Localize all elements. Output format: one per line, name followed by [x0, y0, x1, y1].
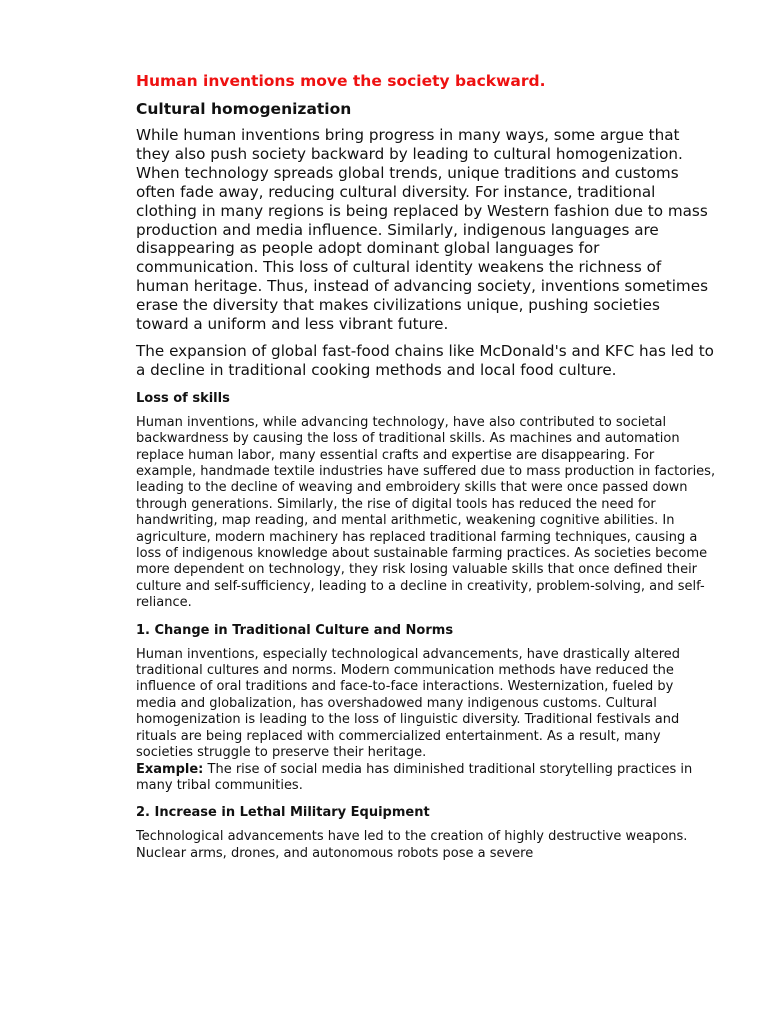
example-paragraph — [136, 762, 716, 795]
paragraph: Human inventions, while advancing technology, have also contributed to societal backwardness by causing the loss of traditional skills. As machines and automation replace human labor, many essential crafts and expertise are disappearing. For example, handmade textile industries have suffered due to mass production in factories, leading to the decline of weaving and embroidery skills that were once passed down through generations. Similarly, the rise of digital tools has reduced the need for handwriting, map reading, and mental arithmetic, weakening cognitive abilities. In agriculture, modern machinery has replaced traditional farming techniques, causing a loss of indigenous knowledge about sustainable farming practices. As societies become more dependent on technology, they risk losing valuable skills that once defined their culture and self-sufficiency, leading to a decline in creativity, problem-solving, and self-reliance. — [136, 414, 716, 611]
section-lethal-military-equipment — [136, 804, 716, 862]
section-heading: Loss of skills — [136, 390, 230, 406]
paragraph: Technological advancements have led to the creation of highly destructive weapons. Nuclear arms, drones, and autonomous robots pose a severe — [136, 829, 688, 861]
section-heading: 2. Increase in Lethal Military Equipment — [136, 805, 430, 821]
section-heading: 1. Change in Traditional Culture and Norms — [136, 622, 454, 638]
example-label: Example: — [136, 761, 204, 777]
example-text: The rise of social media has diminished traditional storytelling practices in many tribal communities. — [136, 761, 693, 793]
section-loss-of-skills — [136, 390, 716, 612]
paragraph: While human inventions bring progress in many ways, some argue that they also push society backward by leading to cultural homogenization. When technology spreads global trends, unique traditions and customs often fade away, reducing cultural diversity. For instance, traditional clothing in many regions is being replaced by Western fashion due to mass production and media influence. Similarly, indigenous languages are disappearing as people adopt dominant global languages for communication. This loss of cultural identity weakens the richness of human heritage. Thus, instead of advancing society, inventions sometimes erase the diversity that makes civilizations unique, pushing societies toward a uniform and less vibrant future. — [136, 126, 708, 334]
paragraph: Human inventions, especially technological advancements, have drastically altered traditional cultures and norms. Modern communication methods have reduced the influence of oral traditions and face-to-face interactions. Westernization, fueled by media and globalization, has overshadowed many indigenous customs. Cultural homogenization is leading to the loss of linguistic diversity. Traditional festivals and rituals are being replaced with commercialized entertainment. As a result, many societies struggle to preserve their heritage. — [136, 646, 681, 761]
section-cultural-homogenization — [136, 98, 716, 380]
section-heading: Cultural homogenization — [136, 100, 352, 118]
document-title: Human inventions move the society backward. — [136, 72, 546, 90]
section-change-in-traditional-culture — [136, 622, 716, 795]
paragraph: The expansion of global fast-food chains like McDonald's and KFC has led to a decline in traditional cooking methods and local food culture. — [136, 341, 714, 379]
document-page — [136, 70, 716, 870]
